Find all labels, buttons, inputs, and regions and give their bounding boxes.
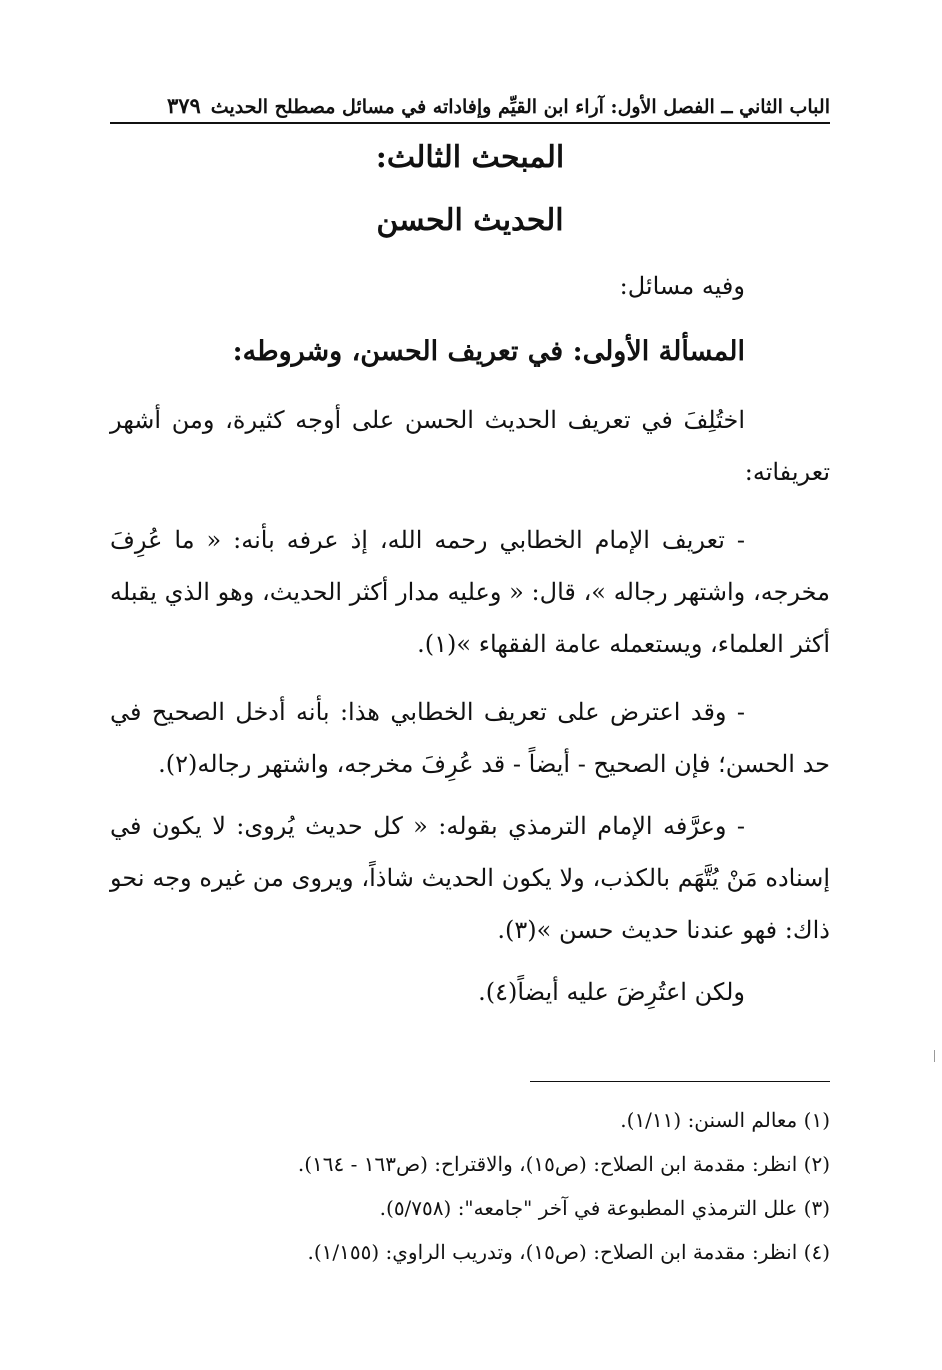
paragraph-objection: - وقد اعترض على تعريف الخطابي هذا: بأنه أدخل الصحيح في حد الحسن؛ فإن الصحيح - أيضاً - قد عُرِفَ مخرجه، واشتهر رجاله(٢). (110, 698, 830, 778)
chapter-title: المبحث الثالث: (375, 140, 565, 175)
paragraph-second-objection: ولكن اعتُرِضَ عليه أيضاً(٤). (478, 978, 745, 1006)
question-heading: المسألة الأولى: في تعريف الحسن، وشروطه: (232, 336, 745, 367)
intro-text: وفيه مسائل: (619, 272, 745, 300)
footnote-item: (١) معالم السنن: (١/١١). (620, 1108, 830, 1132)
page-number: ٣٧٩ (166, 93, 201, 118)
footnote-divider (530, 1081, 830, 1082)
book-page (110, 78, 830, 1278)
footnote-item: (٢) انظر: مقدمة ابن الصلاح: (ص١٥)، والاقتراح: (ص١٦٣ - ١٦٤). (297, 1152, 830, 1176)
paragraph-tirmidhi-definition: - وعرَّفه الإمام الترمذي بقوله: « كل حديث يُروى: لا يكون في إسناده مَنْ يُتَّهَم بالكذب، ولا يكون الحديث شاذاً، ويروى من غيره وجه نحو ذاك: فهو عندنا حديث حسن »(٣). (110, 812, 830, 944)
header-title: الباب الثاني ــ الفصل الأول: آراء ابن القيِّم وإفاداته في مسائل مصطلح الحديث (210, 96, 830, 118)
footnote-item: (٣) علل الترمذي المطبوعة في آخر "جامعه": (٥/٧٥٨). (379, 1196, 830, 1220)
page-edge-mark (934, 1050, 935, 1062)
paragraph-definition-intro: اختُلِفَ في تعريف الحديث الحسن على أوجه كثيرة، ومن أشهر تعريفاته: (110, 406, 830, 486)
section-title: الحديث الحسن (376, 203, 564, 238)
footnote-item: (٤) انظر: مقدمة ابن الصلاح: (ص١٥)، وتدريب الراوي: (١/١٥٥). (307, 1240, 830, 1264)
paragraph-khattabi-definition: - تعريف الإمام الخطابي رحمه الله، إذ عرفه بأنه: « ما عُرِفَ مخرجه، واشتهر رجاله »، قال: « وعليه مدار أكثر الحديث، وهو الذي يقبله أكثر العلماء، ويستعمله عامة الفقهاء »(١). (110, 526, 830, 658)
footnotes (110, 1098, 830, 1274)
running-header (110, 78, 830, 124)
